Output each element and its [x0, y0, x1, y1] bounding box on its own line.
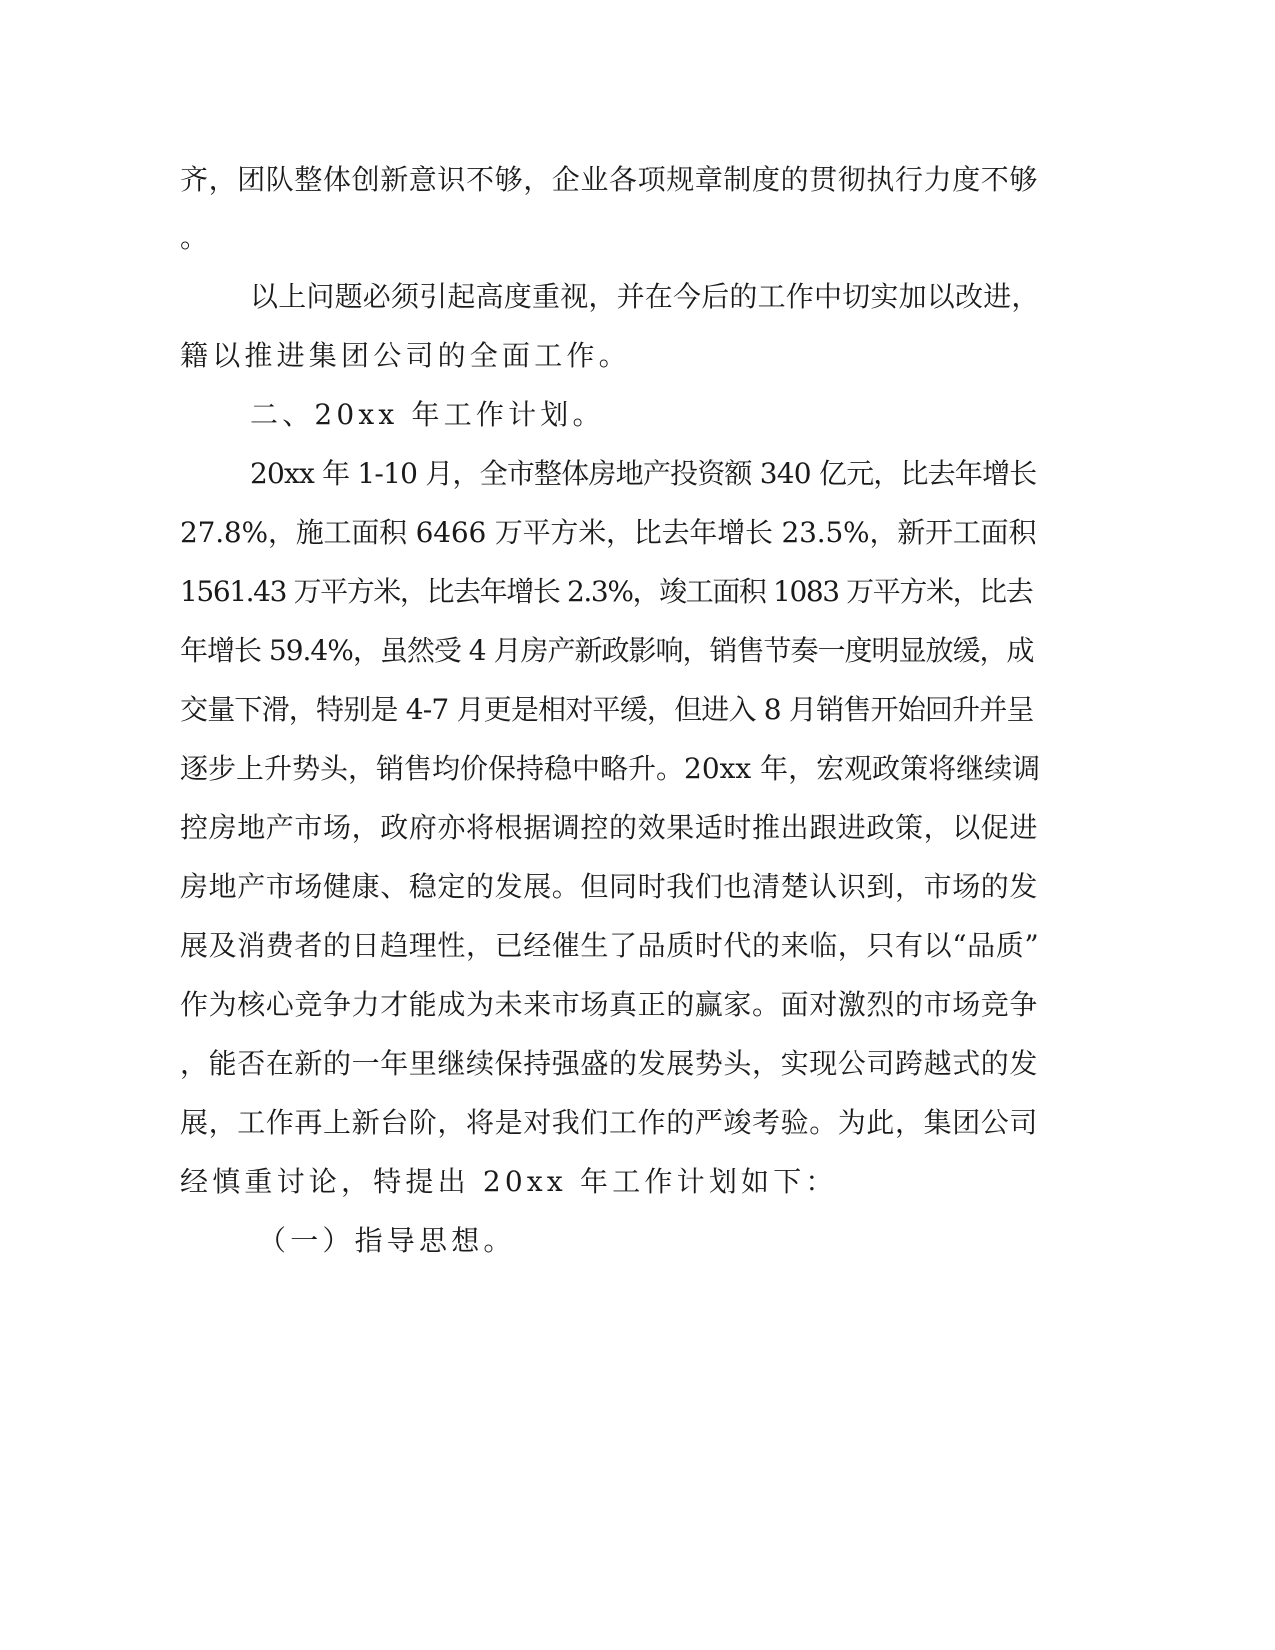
paragraph-line: 展及消费者的日趋理性，已经催生了品质时代的来临，只有以“品质” [180, 929, 1040, 962]
paragraph-line: 控房地产市场，政府亦将根据调控的效果适时推出跟进政策，以促进 [180, 811, 1039, 844]
paragraph-line: 交量下滑，特别是 4-7 月更是相对平缓，但进入 8 月销售开始回升并呈 [180, 693, 1034, 726]
paragraph-line: 年增长 59.4%，虽然受 4 月房产新政影响，销售节奏一度明显放缓，成 [180, 634, 1034, 667]
paragraph-line: 。 [180, 221, 213, 254]
paragraph-line: 1561.43 万平方米，比去年增长 2.3%，竣工面积 1083 万平方米，比去 [180, 575, 1033, 608]
section-heading: 二、20xx 年工作计划。 [250, 398, 605, 431]
subsection-heading: （一）指导思想。 [258, 1224, 516, 1257]
paragraph-line: 以上问题必须引起高度重视，并在今后的工作中切实加以改进， [250, 280, 1040, 313]
paragraph-line: 作为核心竞争力才能成为未来市场真正的赢家。面对激烈的市场竞争 [180, 988, 1039, 1021]
paragraph-line: 27.8%，施工面积 6466 万平方米，比去年增长 23.5%，新开工面积 [180, 516, 1037, 549]
paragraph-line: 展，工作再上新台阶，将是对我们工作的严竣考验。为此，集团公司 [180, 1106, 1039, 1139]
paragraph-line: 籍以推进集团公司的全面工作。 [180, 339, 631, 372]
paragraph-line: 20xx 年 1-10 月，全市整体房地产投资额 340 亿元，比去年增长 [250, 457, 1037, 490]
paragraph-line: 逐步上升势头，销售均价保持稳中略升。20xx 年，宏观政策将继续调 [180, 752, 1041, 785]
paragraph-line: ，能否在新的一年里继续保持强盛的发展势头，实现公司跨越式的发 [180, 1047, 1039, 1080]
paragraph-line: 经慎重讨论，特提出 20xx 年工作计划如下： [180, 1165, 838, 1198]
paragraph-line: 齐，团队整体创新意识不够，企业各项规章制度的贯彻执行力度不够 [180, 163, 1039, 196]
paragraph-line: 房地产市场健康、稳定的发展。但同时我们也清楚认识到，市场的发 [180, 870, 1039, 903]
